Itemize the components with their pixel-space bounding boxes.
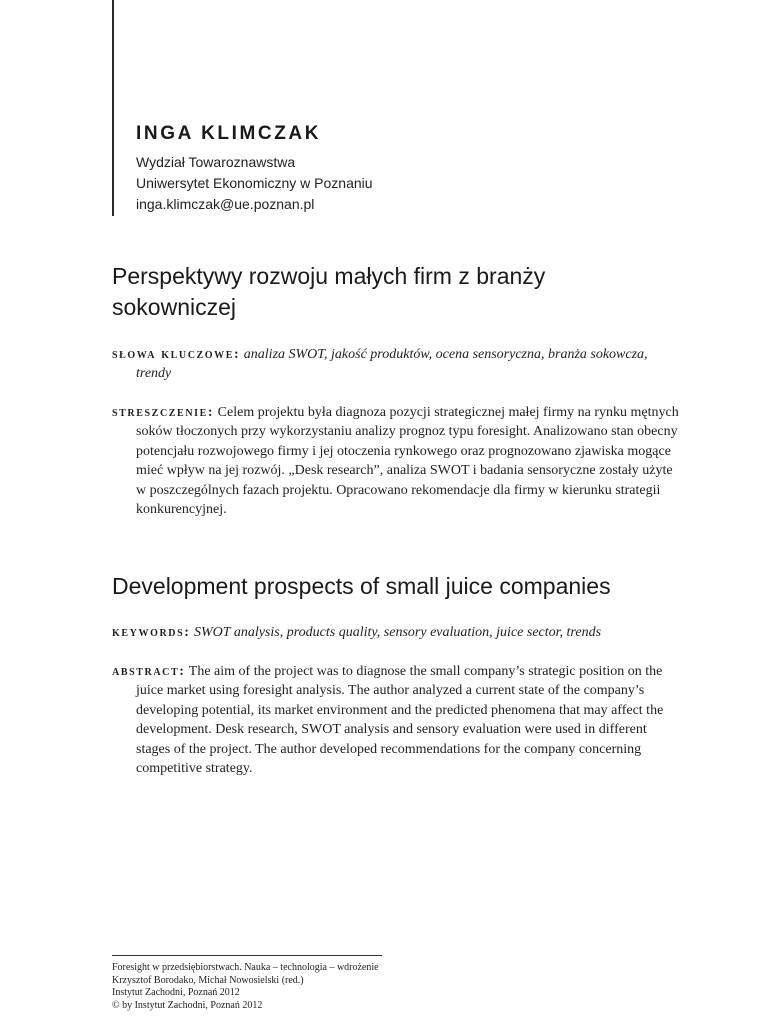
english-abstract-text: The aim of the project was to diagnose the small company’s strategic position on the juice market using foresight analysis. The author analyzed a current state of the company’s developing potential, its market environment and the predicted phenomena that may affect the development. Desk research, SWOT analysis and sensory evaluation were used in different stages of the project. The author developed recommendations for the company concerning competitive strategy.: [136, 664, 664, 777]
footer-publisher: Instytut Zachodni, Poznań 2012: [112, 987, 240, 998]
polish-abstract-text: Celem projektu była diagnoza pozycji strategicznej małej firmy na rynku mętnych soków tłoczonych przy wykorzystaniu analizy prognoz typu foresight. Analizowano stan obecny potencjału rozwojowego firmy i jej otoczenia rynkowego oraz prognozowano zjawiska mogące mieć wpływ na jej rozwój. „Desk research”, analiza SWOT i badania sensoryczne zostały użyte w poszczególnych fazach projektu. Opracowano rekomendacje dla firmy w kierunku strategii konkurencyjnej.: [136, 405, 679, 518]
footer-copyright: © by Instytut Zachodni, Poznań 2012: [112, 999, 263, 1011]
english-title: Development prospects of small juice companies: [112, 573, 611, 599]
footer-editors: Krzysztof Borodako, Michał Nowosielski (red.): [112, 974, 304, 986]
footer-book-title: Foresight w przedsiębiorstwach. Nauka – technologia – wdrożenie: [112, 962, 379, 973]
polish-keywords-label: słowa kluczowe:: [112, 347, 241, 362]
polish-keywords: [112, 345, 680, 384]
footer-rule: [112, 955, 382, 956]
author-block: [136, 122, 373, 215]
english-keywords-label: keywords:: [112, 625, 191, 640]
author-university: Uniwersytet Ekonomiczny w Poznaniu: [136, 175, 373, 191]
author-email[interactable]: inga.klimczak@ue.poznan.pl: [136, 196, 315, 212]
author-department: Wydział Towaroznawstwa: [136, 154, 296, 170]
english-abstract-label: abstract:: [112, 664, 186, 679]
polish-title: Perspektywy rozwoju małych firm z branży sokowniczej: [112, 263, 546, 320]
footer: [112, 962, 379, 1012]
english-keywords-text: SWOT analysis, products quality, sensory evaluation, juice sector, trends: [194, 625, 602, 640]
english-abstract: [112, 662, 680, 778]
polish-abstract: [112, 403, 680, 519]
margin-rule: [112, 0, 114, 216]
author-name: INGA KLIMCZAK: [136, 123, 322, 144]
polish-keywords-text: analiza SWOT, jakość produktów, ocena sensoryczna, branża sokowcza, trendy: [136, 347, 648, 382]
english-keywords: [112, 623, 680, 642]
polish-abstract-label: streszczenie:: [112, 405, 215, 420]
